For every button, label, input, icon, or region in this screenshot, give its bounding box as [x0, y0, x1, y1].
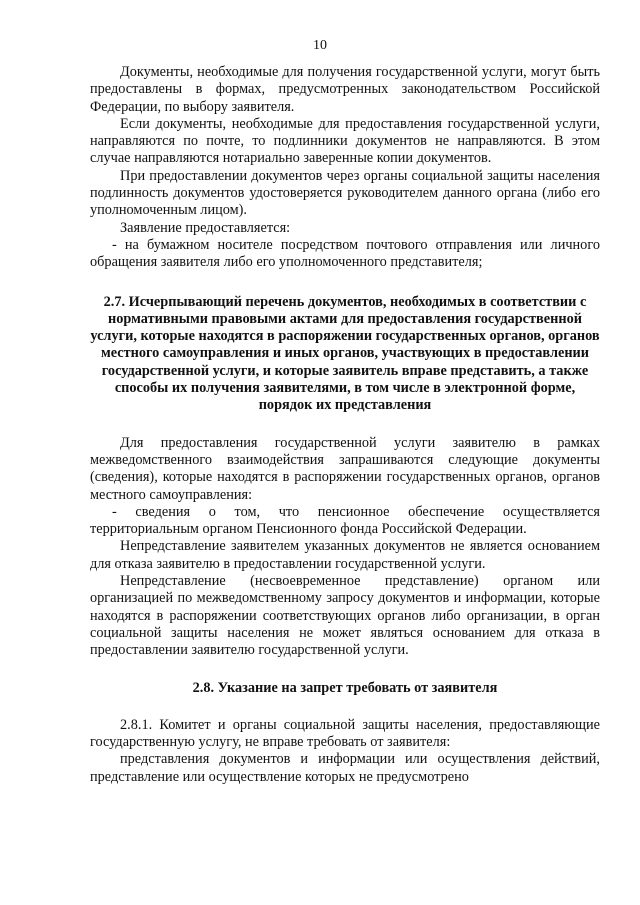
- paragraph-social-protection: При предоставлении документов через органы социальной защиты населения подлинность документов удостоверяется руководителем данного органа (либо его уполномоченным лицом).: [90, 167, 600, 219]
- section-2-8-paragraph-2: представления документов и информации или осуществления действий, представление или осуществление которых не предусмотрено: [90, 751, 600, 785]
- spacer: [90, 697, 600, 717]
- section-2-7-paragraph-4: Непредставление (несвоевременное представление) органом или организацией по межведомственному запросу документов и информации, которые находятся в распоряжении соответствующих органов либо организации, в орган социальной защиты населения не может являться основанием для отказа в предоставлении заявителю государственной услуги.: [90, 573, 600, 659]
- document-body: [90, 64, 600, 786]
- paragraph-forms: Документы, необходимые для получения государственной услуги, могут быть предоставлены в формах, предусмотренных законодательством Российской Федерации, по выбору заявителя.: [90, 64, 600, 115]
- section-2-7-heading: 2.7. Исчерпывающий перечень документов, необходимых в соответствии с нормативными правовыми актами для предоставления государственной услуги, которые находятся в распоряжении государственных органов, органов местного самоуправления и иных органов, участвующих в предоставлении государственной услуги, и которые заявитель вправе представить, а также способы их получения заявителями, в том числе в электронной форме, порядок их представления: [90, 293, 600, 414]
- section-2-8-paragraph-1: 2.8.1. Комитет и органы социальной защиты населения, предоставляющие государственную услугу, не вправе требовать от заявителя:: [90, 716, 600, 751]
- spacer: [90, 272, 600, 294]
- paragraph-mail: Если документы, необходимые для предоставления государственной услуги, направляются по почте, то подлинники документов не направляются. В этом случае направляются нотариально заверенные копии документов.: [90, 115, 600, 167]
- section-2-7-paragraph-3: Непредставление заявителем указанных документов не является основанием для отказа заявителю в предоставлении государственной услуги.: [90, 538, 600, 572]
- section-2-7-paragraph-2: - сведения о том, что пенсионное обеспечение осуществляется территориальным органом Пенсионного фонда Российской Федерации.: [90, 503, 600, 538]
- spacer: [90, 415, 600, 435]
- spacer: [90, 660, 600, 680]
- page-number: 10: [313, 38, 327, 53]
- paragraph-paper-form: - на бумажном носителе посредством почтового отправления или личного обращения заявителя либо его уполномоченного представителя;: [90, 236, 600, 271]
- paragraph-application-label: Заявление предоставляется:: [120, 219, 291, 236]
- section-2-8-heading: 2.8. Указание на запрет требовать от заявителя: [192, 679, 498, 696]
- section-2-7-paragraph-1: Для предоставления государственной услуги заявителю в рамках межведомственного взаимодействия запрашиваются следующие документы (сведения), которые находятся в распоряжении государственных органов, органов местного самоуправления:: [90, 434, 600, 503]
